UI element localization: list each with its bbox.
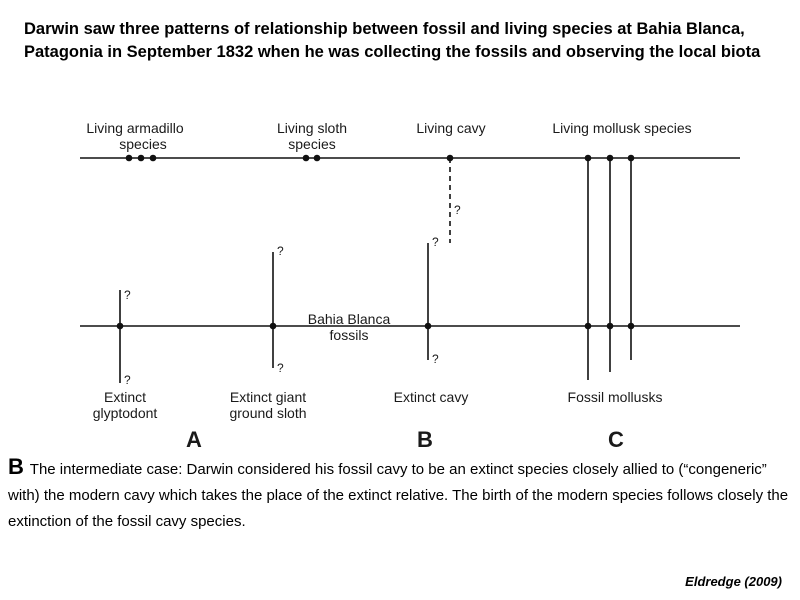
mollusk-dot-fossil-2 <box>607 323 614 330</box>
label-ground-sloth: ground sloth <box>229 405 307 421</box>
ground-sloth-dot <box>270 323 277 330</box>
slide-title: Darwin saw three patterns of relationship between fossil and living species at Bahia Blanca, Patagonia in September 1832 when he was collecting the fossils and observing the local biota <box>24 20 761 61</box>
mollusk-dot-fossil-1 <box>585 323 592 330</box>
label-living-sloth: Living sloth <box>276 120 348 136</box>
glyptodont-question-bottom: ? <box>124 373 131 387</box>
pattern-letter-a: A <box>186 427 202 452</box>
label-extinct-cavy: Extinct cavy <box>393 389 469 405</box>
caption-lead-letter: B <box>8 454 24 479</box>
label-living-armadillo: Living armadillo <box>86 120 184 136</box>
label-living-armadillo-species: species <box>119 136 167 152</box>
ground-sloth-question-top: ? <box>277 244 284 258</box>
extinct-cavy-question-top: ? <box>432 235 439 249</box>
label-fossil-mollusks: Fossil mollusks <box>567 389 663 405</box>
extinct-cavy-dot <box>425 323 432 330</box>
armadillo-dot-3 <box>150 155 157 162</box>
glyptodont-dot <box>117 323 124 330</box>
pattern-letter-c: C <box>608 427 624 452</box>
mollusk-dot-fossil-3 <box>628 323 635 330</box>
armadillo-dot-2 <box>138 155 145 162</box>
sloth-dot-1 <box>303 155 310 162</box>
label-glyptodont: glyptodont <box>92 405 158 421</box>
living-cavy-question: ? <box>454 203 461 217</box>
ground-sloth-question-bottom: ? <box>277 361 284 375</box>
armadillo-dot-1 <box>126 155 133 162</box>
sloth-dot-2 <box>314 155 321 162</box>
caption-text: The intermediate case: Darwin considered his fossil cavy to be an extinct species closely allied to (“congeneric” with) the modern cavy which takes the place of the extinct relative. The birth of the modern species follows closely the extinction of the fossil cavy species. <box>8 461 789 530</box>
label-living-mollusk: Living mollusk species <box>552 120 692 136</box>
glyptodont-question-top: ? <box>124 288 131 302</box>
caption-paragraph <box>8 454 794 535</box>
label-living-sloth-species: species <box>288 136 336 152</box>
label-bahia-blanca: Bahia Blanca <box>307 311 391 327</box>
label-extinct-giant: Extinct giant <box>229 389 307 405</box>
label-living-cavy: Living cavy <box>416 120 486 136</box>
extinct-cavy-question-bottom: ? <box>432 352 439 366</box>
label-fossils: fossils <box>329 327 369 343</box>
label-extinct: Extinct <box>103 389 147 405</box>
pattern-letter-b: B <box>417 427 433 452</box>
citation: Eldredge (2009) <box>685 574 782 589</box>
